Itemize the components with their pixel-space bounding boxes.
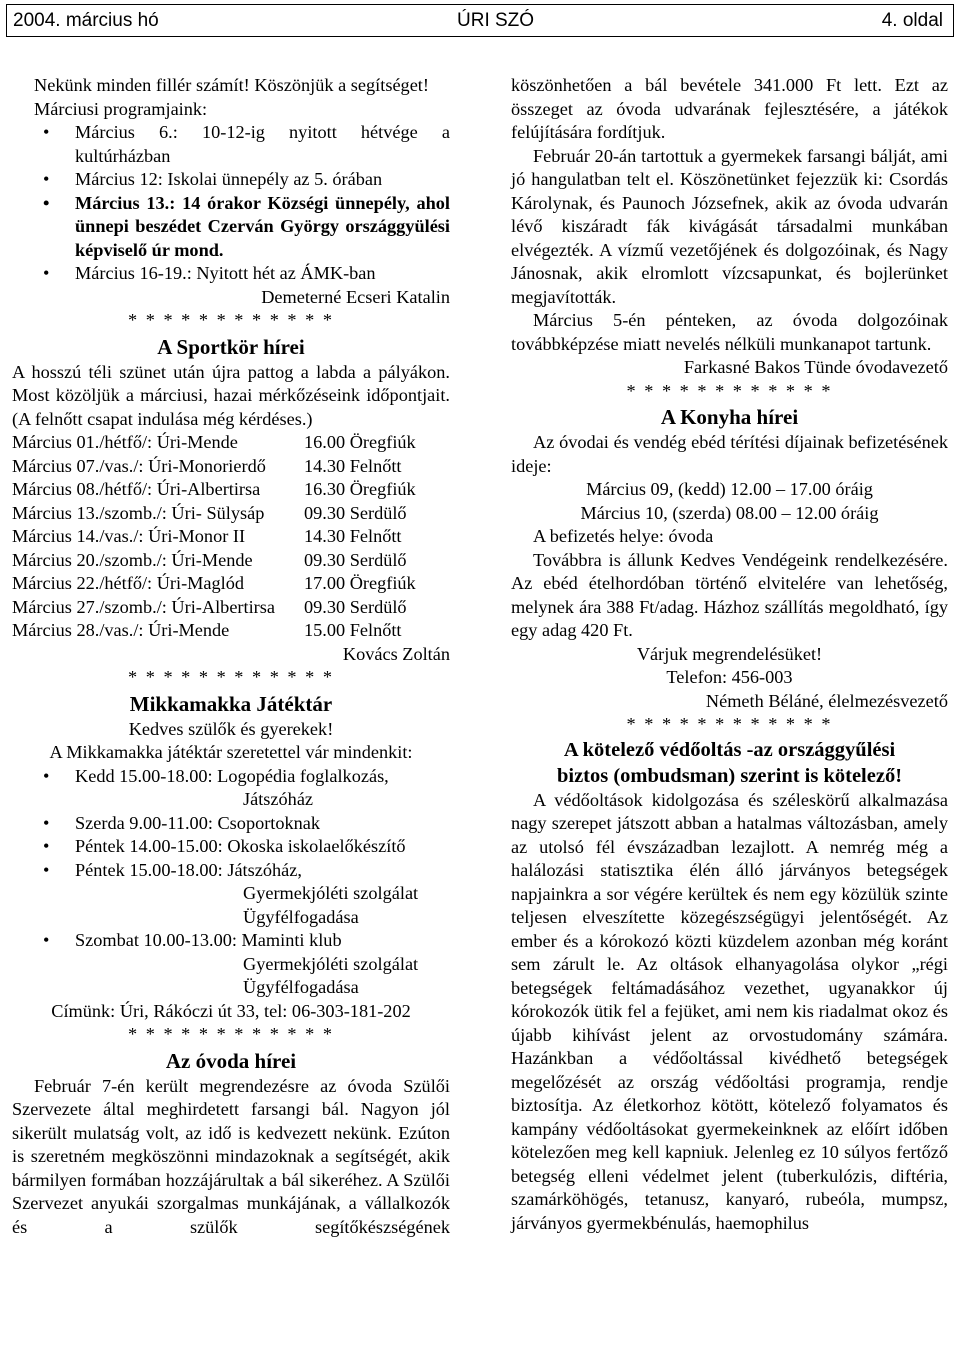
signature: Németh Béláné, élelmezésvezető [705, 690, 948, 711]
address: Címünk: Úri, Rákóczi út 33, tel: 06-303-181-202 [51, 1000, 411, 1021]
separator: * * * * * * * * * * * * [128, 667, 334, 687]
table-row: Március 08./hétfő/: Úri-Albertirsa 16.30 Öregfiúk [12, 479, 416, 499]
separator: * * * * * * * * * * * * [626, 380, 833, 401]
mikkamakka-invite: A Mikkamakka játéktár szeretettel vár mindenkit: [49, 742, 413, 762]
mikkamakka-title: Mikkamakka Játéktár [129, 691, 333, 716]
ovoda-text: Február 7-én került megrendezésre az óvoda Szülői Szervezete által meghirdetett farsangi bál. Nagyon jól sikerült mulatság volt, az idő is kedvezett nekünk. Ezúton is szeretném megköszönni mindazoknak a segítségét, akik bármilyen formában hozzájárultak a bál sikeréhez. A Szülői Szervezet anyukái szorgalmas munkájának, a vállalkozók és a szülők segítőkészségének [12, 1075, 450, 1237]
list-item: • Szombat 10.00-13.00: Maminti klub Gyermekjóléti szolgálat Ügyfélfogadása [43, 930, 419, 997]
bullet-icon: • [43, 765, 50, 786]
ovoda-text-continued: köszönhetően a bál bevétele 341.000 Ft lett. Ezt az összeget az óvoda udvarának fejlesztésére, a játékok felújítására fordítjuk. [511, 75, 948, 142]
vedooltas-title: A kötelező védőoltás -az országgyűlési [563, 738, 896, 761]
programs-title: Márciusi programjaink: [34, 98, 208, 119]
bullet-icon: • [43, 930, 50, 950]
table-row: Március 27./szomb./: Úri-Albertirsa 09.30 Serdülő [12, 596, 407, 617]
table-row: Március 01./hétfő/: Úri-Mende 16.00 Öregfiúk [12, 432, 416, 452]
list-item: • Péntek 15.00-18.00: Játszóház, Gyermekjóléti szolgálat Ügyfélfogadása [43, 859, 419, 927]
konyha-phone: Telefon: 456-003 [666, 667, 793, 687]
table-row: Március 22./hétfő/: Úri-Maglód 17.00 Öregfiúk [12, 573, 416, 593]
table-row: Március 13./szomb./: Úri- Sülysáp 09.30 Serdülő [12, 502, 407, 523]
separator: * * * * * * * * * * * * [626, 714, 833, 734]
vedooltas-text: A védőoltások kidolgozása és széleskörű alkalmazása nagy szerepet játszott abban a hatalmas változásban, amely az utolsó fél évszázadban lezajlott. A nemrég még a halálozási statisztika élén álló járványos betegségek napjainkra a sor végére kerültek és nem egy közülük szinte teljesen elveszítette közegészségügyi jelentőségét. Az ember és a kórokozó közti küzdelem azonban még koránt sem zárult le. Az oltások elhanyagolása olykor „régi betegségek feltámadásához vezethet, ugyanakkor új kórokozók ütik fel a fejüket, ami nem kis riadalmat okoz és újabb kihívást jelent az orvostudomány számára. Hazánkban a védőoltással kivédhető betegségek megelőzését az ország védőoltási programja, rendje biztosítja. Az életkorhoz kötött, kötelező folyamatos és kampány védőoltásokat gyermekeinknek az előírt időben kötelezően meg kell kapniuk. Jelenleg ez 10 súlyos fertőző betegség elleni védelmet jelent (tuberkulózis, diftéria, szamárköhögés, tetanusz, kanyaró, rubeóla, mumpsz, járványos gyermekbénulás, haemophilus [511, 789, 948, 1233]
konyha-welcome: Továbbra is állunk Kedves Vendégeink rendelkezésére. Az ebéd ételhordóban történő elvitelére van lehetőség, melynek ára 388 Ft/adag. Házhoz szállítás megoldható, így egy adag 420 Ft. [511, 549, 948, 640]
list-item: • Március 6.: 10-12-ig nyitott hétvége a kultúrházban [43, 122, 450, 166]
ovoda-title: Az óvoda hírei [165, 1048, 297, 1073]
table-row: Március 28./vas./: Úri-Mende 15.00 Felnőtt [12, 620, 402, 640]
konyha-wait: Várjuk megrendelésüket! [636, 643, 823, 664]
konyha-date: Március 10, (szerda) 08.00 – 12.00 óráig [580, 502, 879, 523]
bullet-icon: • [43, 169, 50, 189]
page-header [6, 4, 954, 37]
table-row: Március 20./szomb./: Úri-Mende 09.30 Serdülő [12, 549, 407, 570]
konyha-title: A Konyha hírei [660, 405, 799, 429]
list-item: • Március 16-19.: Nyitott hét az ÁMK-ban [12, 262, 450, 286]
separator: * * * * * * * * * * * * [128, 310, 334, 330]
ovoda-text-3: Március 5-én pénteken, az óvoda dolgozóinak továbbképzése miatt nevelés nélküli munkanapot tartunk. [511, 310, 948, 354]
bullet-icon: • [43, 263, 50, 283]
mikkamakka-subtitle: Kedves szülők és gyerekek! [128, 718, 334, 739]
list-item: • Kedd 15.00-18.00: Logopédia foglalkozás, Játszóház [43, 765, 389, 809]
page-number: 4. oldal [881, 10, 943, 31]
bullet-icon: • [43, 859, 50, 880]
list-item: • Március 13.: 14 órakor Községi ünnepély, ahol ünnepi beszédet Czerván György országgyülési képviselő úr mond. [43, 192, 450, 260]
ovoda-text-2: Február 20-án tartottuk a gyermekek farsangi bálját, ami jó hangulatban telt el. Köszönetünket fejezzük ki: Csordás Károlynak, és Paunoch Józsefnek, akik az óvoda udvarán lévő kiszáradt fák kivágását társadalmi munkában elvégezték. A vízmű vezetőjének és dolgozóinak, és Nagy Jánosnak, akik elromlott vízcsapunkat, és bojlerünket megjavították. [511, 145, 948, 307]
table-row: Március 07./vas./: Úri-Monorierdő 14.30 Felnőtt [12, 455, 402, 476]
bullet-icon: • [43, 812, 50, 833]
signature: Demeterné Ecseri Katalin [261, 286, 450, 307]
vedooltas-title: biztos (ombudsman) szerint is kötelező! [556, 764, 903, 787]
bullet-icon: • [43, 192, 50, 213]
separator: * * * * * * * * * * * * [128, 1024, 334, 1044]
programs-list [12, 121, 450, 286]
left-column [12, 74, 450, 1239]
konyha-place: A befizetés helye: óvoda [533, 526, 714, 546]
konyha-text: Az óvodai és vendég ebéd térítési díjainak befizetésének ideje: [511, 432, 948, 476]
signature: Farkasné Bakos Tünde óvodavezető [683, 357, 948, 377]
konyha-date: Március 09, (kedd) 12.00 – 17.00 óráig [586, 479, 873, 499]
table-row: Március 14./vas./: Úri-Monor II 14.30 Felnőtt [12, 526, 402, 546]
mikkamakka-list [12, 765, 450, 1000]
list-item: • Péntek 14.00-15.00: Okoska iskolaelőkészítő [12, 835, 450, 859]
match-table [12, 431, 450, 643]
sport-text: A hosszú téli szünet után újra pattog a labda a pályákon. Most közöljük a márciusi, hazai mérkőzéseink időpontjait. (A felnőtt csapat indulása még kérdéses.) [12, 361, 450, 429]
issue-date: 2004. március hó [13, 10, 159, 31]
thanks-text: Nekünk minden fillér számít! Köszönjük a segítséget! [34, 75, 429, 95]
right-column [511, 74, 948, 1235]
newspaper-title: ÚRI SZÓ [457, 10, 535, 31]
signature: Kovács Zoltán [342, 643, 450, 664]
bullet-icon: • [43, 122, 50, 142]
bullet-icon: • [43, 836, 50, 856]
sport-title: A Sportkör hírei [157, 334, 305, 359]
list-item: • Szerda 9.00-11.00: Csoportoknak [12, 812, 450, 836]
list-item: • Március 12: Iskolai ünnepély az 5. órában [12, 168, 450, 192]
